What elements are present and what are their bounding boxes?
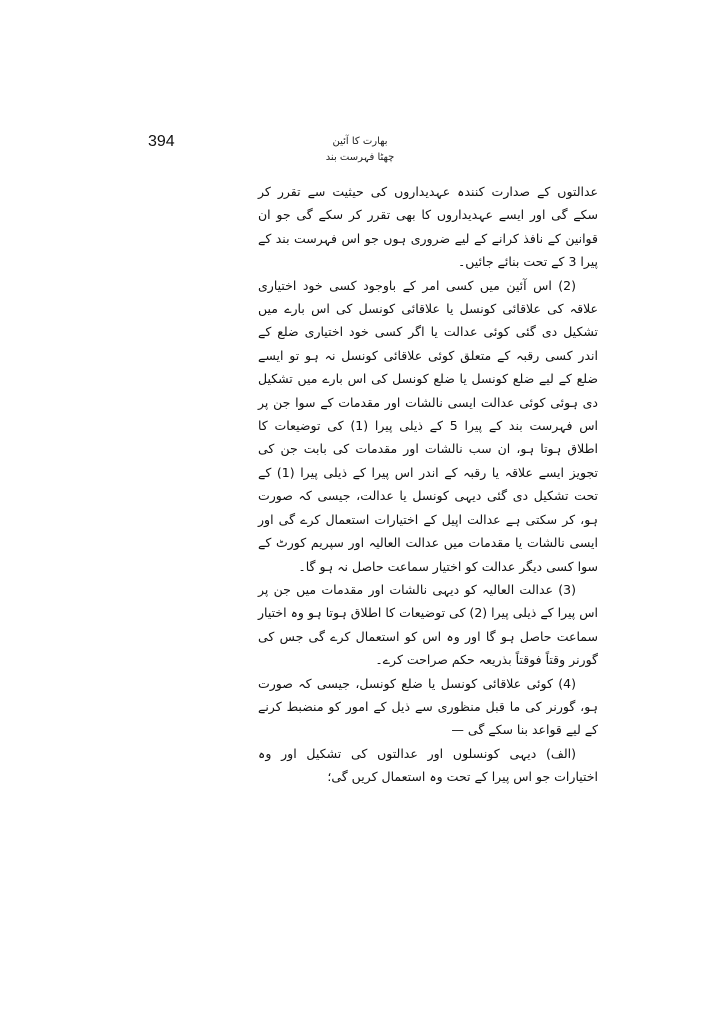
page-number: 394	[148, 133, 175, 150]
paragraph-2: (2) اس آئین میں کسی امر کے باوجود کسی خود اختیاری علاقہ کی علاقائی کونسل یا علاقائی کونسل کی اس بارے میں تشکیل دی گئی کوئی عدالت یا اگر کسی خود اختیاری ضلع کے اندر کسی رقبہ کے متعلق کوئی علاقائی کونسل نہ ہو تو ایسے ضلع کے لیے ضلع کونسل یا ضلع کونسل کی اس بارے میں تشکیل دی ہوئی کوئی عدالت ایسی نالشات اور مقدمات کے سوا جن پر اس فہرست بند کے پیرا 5 کے ذیلی پیرا (1) کی توضیعات کا اطلاق ہوتا ہو، ان سب نالشات اور مقدمات کی بابت جن کی تجویز ایسے علاقہ یا رقبہ کے اندر اس پیرا کے ذیلی پیرا (1) کے تحت تشکیل دی گئی دیہی کونسل یا عدالت، جیسی کہ صورت ہو، کر سکتی ہے عدالت اپیل کے اختیارات استعمال کرے گی اور ایسی نالشات یا مقدمات میں عدالت العالیہ اور سپریم کورٹ کے سوا کسی دیگر عدالت کو اختیار سماعت حاصل نہ ہو گا۔	[258, 277, 598, 574]
paragraph-1: عدالتوں کے صدارت کنندہ عہدیداروں کی حیثیت سے تقرر کر سکے گی اور ایسے عہدیداروں کا بھی تقرر کر سکے گی جو ان قوانین کے نافذ کرانے کے لیے ضروری ہوں جو اس فہرست بند کے پیرا 3 کے تحت بنائے جائیں۔	[258, 184, 598, 270]
paragraph-3: (3) عدالت العالیہ کو دیہی نالشات اور مقدمات میں جن پر اس پیرا کے ذیلی پیرا (2) کی توضیعات کا اطلاق ہوتا ہو وہ اختیار سماعت حاصل ہو گا اور وہ اس کو استعمال کرے گی جس کی گورنر وقتاً فوقتاً بذریعہ حکم صراحت کرے۔	[258, 581, 598, 668]
running-header	[300, 134, 420, 166]
paragraph-4: (4) کوئی علاقائی کونسل یا ضلع کونسل، جیسی کہ صورت ہو، گورنر کی ما قبل منظوری سے ذیل کے امور کو منضبط کرنے کے لیے قواعد بنا سکے گی —	[258, 675, 598, 738]
header-subtitle: چھٹا فہرست بند	[325, 152, 395, 163]
paragraph-5: (الف) دیہی کونسلوں اور عدالتوں کی تشکیل اور وہ اختیارات جو اس پیرا کے تحت وہ استعمال کریں گی؛	[258, 745, 598, 785]
body-text	[258, 180, 598, 789]
header-title: بھارت کا آئین	[332, 136, 388, 147]
